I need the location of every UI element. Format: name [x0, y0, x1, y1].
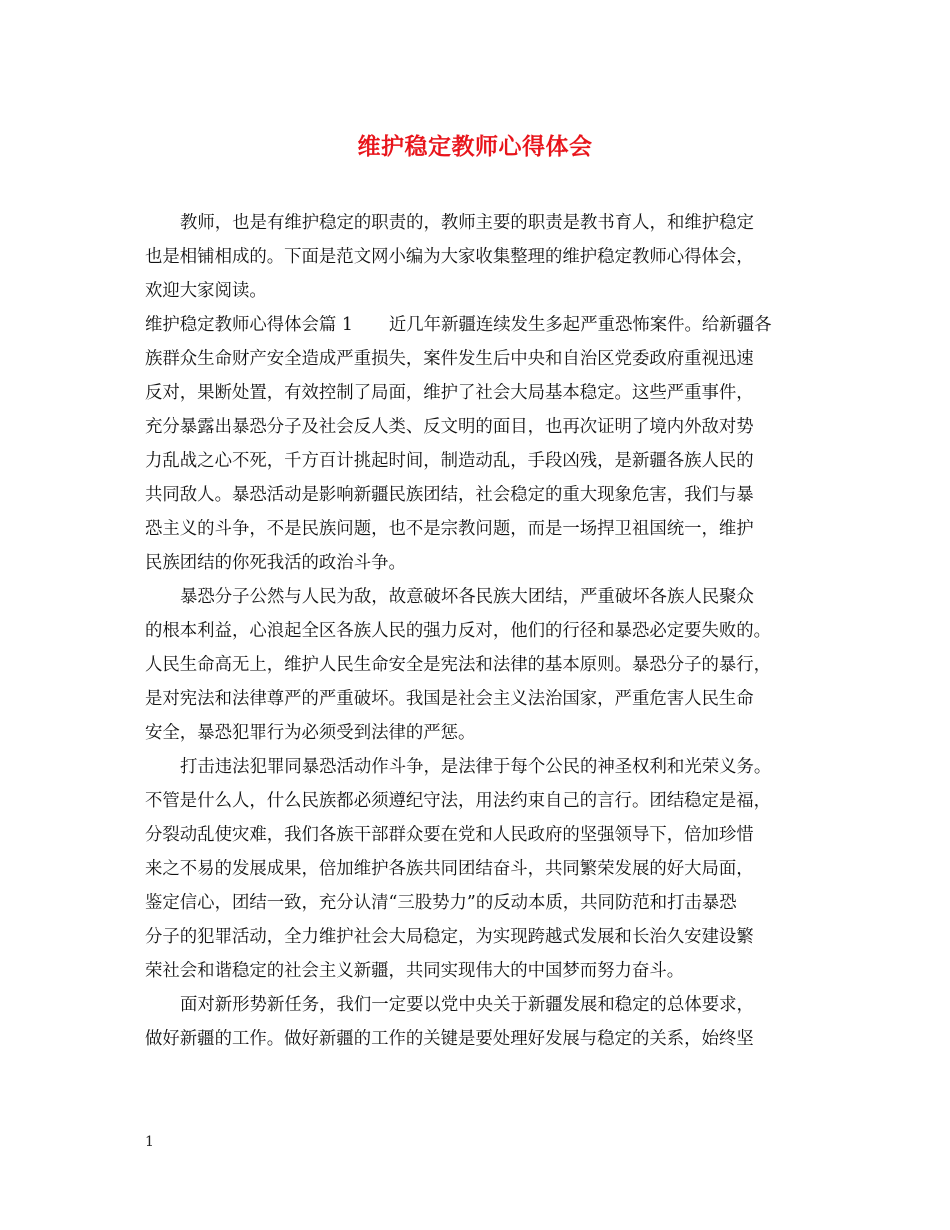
paragraph4-line-2: 做好新疆的工作。做好新疆的工作的关键是要处理好发展与稳定的关系，始终坚	[145, 1029, 754, 1049]
paragraph2-line-1: 暴恐分子公然与人民为敌，故意破坏各民族大团结，严重破坏各族人民聚众	[180, 587, 754, 607]
paragraph1-line-1: 族群众生命财产安全造成严重损失，案件发生后中央和自治区党委政府重视迅速	[145, 349, 754, 369]
paragraph2-line-3: 人民生命高无上，维护人民生命安全是宪法和法律的基本原则。暴恐分子的暴行，	[145, 655, 772, 675]
intro-line-2: 也是相铺相成的。下面是范文网小编为大家收集整理的维护稳定教师心得体会，	[145, 247, 754, 267]
paragraph2-line-4: 是对宪法和法律尊严的严重破坏。我国是社会主义法治国家，严重危害人民生命	[145, 689, 754, 709]
paragraph3-line-7: 荣社会和谐稳定的社会主义新疆，共同实现伟大的中国梦而努力奋斗。	[145, 961, 685, 981]
document-body	[145, 206, 815, 1056]
paragraph1-line-6: 恐主义的斗争，不是民族问题，也不是宗教问题，而是一场捍卫祖国统一，维护	[145, 519, 754, 539]
intro-line-1: 教师，也是有维护稳定的职责的，教师主要的职责是教书育人，和维护稳定	[180, 213, 754, 233]
paragraph3-line-5: 鉴定信心，团结一致，充分认清“三股势力”的反动本质，共同防范和打击暴恐	[145, 893, 737, 913]
paragraph1-line-3: 充分暴露出暴恐分子及社会反人类、反文明的面目，也再次证明了境内外敌对势	[145, 417, 754, 437]
paragraph4-line-1: 面对新形势新任务，我们一定要以党中央关于新疆发展和稳定的总体要求，	[180, 995, 754, 1015]
paragraph2-line-5: 安全，暴恐犯罪行为必须受到法律的严惩。	[145, 723, 476, 743]
page-number: 1	[145, 1134, 154, 1150]
paragraph3-line-3: 分裂动乱使灾难，我们各族干部群众要在党和人民政府的坚强领导下，倍加珍惜	[145, 825, 754, 845]
paragraph1-line-4: 力乱战之心不死，千方百计挑起时间，制造动乱，手段凶残，是新疆各族人民的	[145, 451, 754, 471]
paragraph1-line-7: 民族团结的你死我活的政治斗争。	[145, 553, 406, 573]
section1-first-line-text: 近几年新疆连续发生多起严重恐怖案件。给新疆各	[388, 315, 772, 335]
document-title: 维护稳定教师心得体会	[357, 134, 593, 160]
section1-first-line	[145, 308, 815, 342]
paragraph1-line-2: 反对，果断处置，有效控制了局面，维护了社会大局基本稳定。这些严重事件，	[145, 383, 754, 403]
paragraph2-line-2: 的根本利益，心浪起全区各族人民的强力反对，他们的行径和暴恐必定要失败的。	[145, 621, 772, 641]
paragraph3-line-4: 来之不易的发展成果，倍加维护各族共同团结奋斗，共同繁荣发展的好大局面，	[145, 859, 754, 879]
section1-heading: 维护稳定教师心得体会篇 1	[145, 315, 353, 335]
paragraph1-line-5: 共同敌人。暴恐活动是影响新疆民族团结，社会稳定的重大现象危害，我们与暴	[145, 485, 754, 505]
paragraph3-line-2: 不管是什么人，什么民族都必须遵纪守法，用法约束自己的言行。团结稳定是福，	[145, 791, 772, 811]
paragraph3-line-6: 分子的犯罪活动，全力维护社会大局稳定，为实现跨越式发展和长治久安建设繁	[145, 927, 754, 947]
intro-line-3: 欢迎大家阅读。	[145, 281, 267, 301]
paragraph3-line-1: 打击违法犯罪同暴恐活动作斗争，是法律于每个公民的神圣权利和光荣义务。	[180, 757, 772, 777]
